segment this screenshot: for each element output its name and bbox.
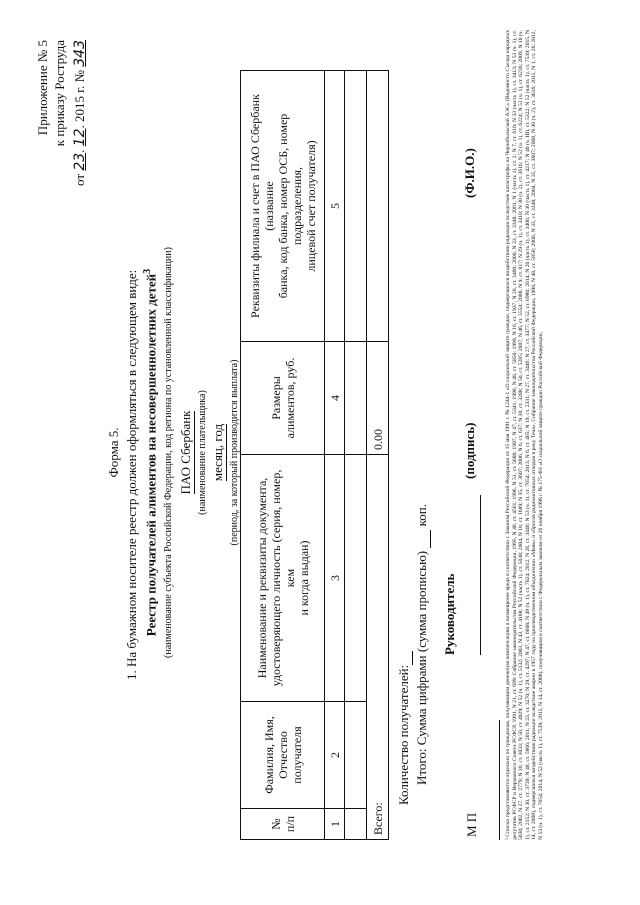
registry-table [240,70,389,840]
col-number: 4 [325,342,345,455]
header-line: Реквизиты филиала и счет в ПАО Сбербанк (название [247,94,276,318]
payer-caption: (наименование плательщика) [197,390,208,515]
header-line: Отчество [275,731,290,779]
count-blank [396,651,413,665]
header-document [241,455,325,702]
header-line: п/п [282,815,297,833]
col-number: 3 [325,455,345,702]
date-prefix: от [72,173,87,186]
header-amount [241,342,325,455]
sum-label: Итого: Сумма цифрами (сумма прописью) [414,550,429,785]
stamp-label: М П [464,812,479,837]
sum-suffix: коп. [414,504,429,527]
header-line: и когда выдан) [296,540,311,616]
table-empty-row [345,71,367,840]
header-line: алиментов, руб. [282,357,297,439]
name-caption: (Ф.И.О.) [462,148,477,198]
header-line: Наименование и реквизиты документа, [254,477,269,679]
header-line: получателя [289,726,304,784]
table-cell [345,702,367,809]
order-date: от 23. 12. 2015 г. № 343 [72,40,88,186]
total-label: Всего: [367,455,389,840]
appendix-label: Приложение № 5 [35,40,50,136]
period-value-text: месяц, год [210,423,225,482]
footnote-text: ³ Списки представляются отдельно по гражданам, получающим денежную компенсацию в возмещение вреда в соответствии с Законом Российской Федерации от 15 мая 1991 г. № 1244-1 «О социальной защите граждан, подвергшихся воздействию радиации вследствие катастрофы на Чернобыльской АЭС» (Ведомости Съезда народных депутатов РСФСР и Верховного Совета РСФСР, 1991, N 21, ст. 699; Собрание законодательства Российской Федерации, 1995, N 48, ст. 4561; 1996, N 51, ст. 5680; 1997, N 47, ст. 5341; 1998, N 48, ст. 5850; 1999, N 16, ст. 1937; N 28, ст. 3460; 2000, N 33, ст. 3348; 2001, N 1 (часть 1), ст. 2; N 7, ст. 610; N 33 (часть 1), ст. 3413; N 53 (ч. 1), ст. 5030; 2002, N 27, ст. 2779; N 30, ст. 3033; N 50, ст. 4929; N 52 (ч. 1), ст. 5132; 2003, N 43, ст. 4108; N 52 (часть 1), ст. 5038; 2004, N 18, ст. 1689; N 35, ст. 3607; 2006, N 6, ст. 637; N 30, ст. 3288; N 50, ст. 5285; 2007, N 46, ст. 5554; 2008, N 9, ст. 817; N 29 (ч. 1), ст. 3410; N 30 (ч. 2), ст. 3616; N 52 (ч. 1), ст. 6224; N 52 (ч. 1), ст. 6236; 2009, N 18 (ч. 1), ст. 2152; N 30, ст. 3739; N 48, ст. 5866; 2011, N 23, ст. 3270; N 29, ст. 4297; N 47, ст. 6608; N 49 (ч. 1), ст. 7024; 2012, N 26, ст. 3446; N 53 (ч. 1), ст. 7654; 2013, N 6, ст. 465; N 19, ст. 2331; N 27, ст. 3446; N 27, ст. 3477; N 52, ст. 6980; 2014, N 26 (часть 1), ст. 3406; N 30 (часть 1), ст. 4217; N 40 (ч. III), ст. 5322; N 52 (часть 1), ст. 7539; 2015, N 14, ст. 2008), подвергшихся воздействию радиации вследствие аварии в 1957 году на производственном объединении «Маяк» и сбросов радиоактивных отходов в реку Теча», Собрание законодательства Российской Федерации, 1998, N 48, ст. 5850; 2000, N 33, ст. 3348; 2004, N 35, ст. 3607; 2008, N 30 (ч. 2), ст. 3616; 2011, N 1, ст. 26; 2012, N 53 (ч. 1), ст. 7654; 2014, N 52 (часть 1), ст. 7539; 2015, N 14, ст. 2008), получающим в соответствии с Федеральным законом от 26 ноября 1998 г. № 175-ФЗ «О социальной защите граждан Российской Федерации, [505,30,544,840]
header-line: лицевой счет получателя) [303,140,318,272]
signature-caption: (подпись) [462,422,477,479]
header-line: банка, код банка, номер ОСБ, номер подразделения, [275,113,304,299]
header-line: Размеры [268,376,283,420]
form-title: Форма 5. [106,427,121,478]
col-number: 5 [325,71,345,342]
count-line [396,651,413,805]
period-caption: (период, за который производится выплата) [229,359,240,546]
payer-name [178,0,195,905]
table-number-row [325,71,345,840]
payer-name-text: ПАО Сбербанк [178,410,193,495]
table-total-row [367,71,389,840]
total-value: 0.00 [367,342,389,455]
col-number: 2 [325,702,345,809]
date-day: 23 [72,152,88,171]
order-number: 343 [72,40,88,67]
date-month: 12 [72,128,88,147]
footnote-ref: 3 [142,268,153,274]
sum-line [414,504,431,785]
intro-text: 1. На бумажном носителе реестр должен оформляться в следующем виде: [124,269,139,680]
table-cell [345,342,367,455]
sum-blank [414,530,431,548]
col-number: 1 [325,809,345,840]
table-cell [345,455,367,702]
header-num [241,809,325,840]
header-bank [241,71,325,342]
header-line: Фамилия, Имя, [261,716,276,794]
date-year: 2015 г. № [72,69,87,123]
header-line: удостоверяющего личность (серия, номер, кем [268,469,297,687]
registry-title-text: Реестр получателей алиментов на несовершеннолетних детей [143,273,159,637]
head-label: Руководитель [442,573,457,655]
header-line: № [268,818,283,830]
period-value [210,0,227,905]
table-header-row [241,71,325,840]
head-underline [480,495,481,655]
footnote-separator [499,720,500,840]
table-cell [345,71,367,342]
region-caption: (наименование субъекта Российской Федерации, код региона по установленной классификации) [163,247,174,658]
order-label: к приказу Роструда [52,40,67,147]
registry-title [142,0,159,905]
table-cell [345,809,367,840]
header-fio [241,702,325,809]
count-label: Количество получателей: [396,664,411,805]
table-cell [367,71,389,342]
